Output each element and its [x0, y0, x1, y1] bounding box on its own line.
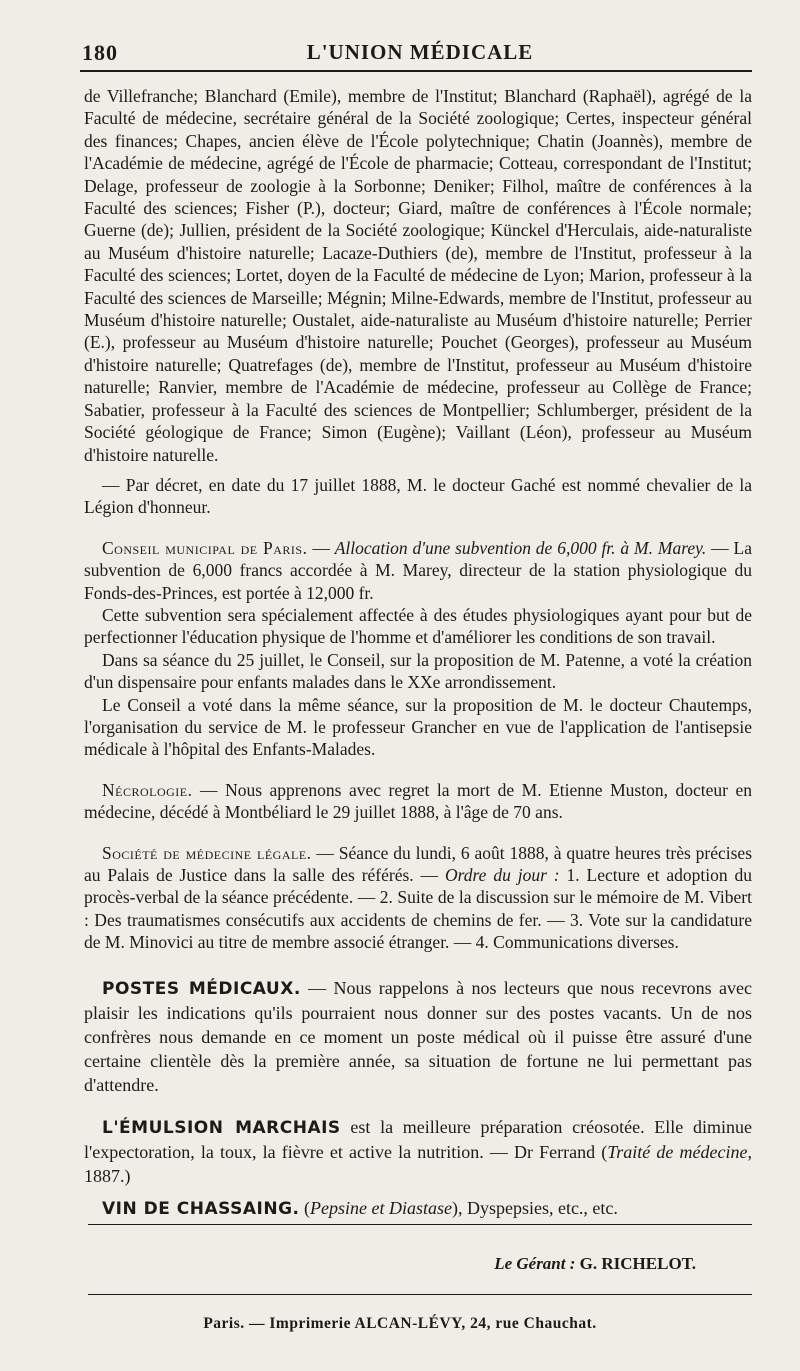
- vin-heading: VIN DE CHASSAING.: [102, 1198, 300, 1219]
- societe-text-1: — Séance du lundi, 6 août 1888, à quatre heures très précises au Palais de Justice dans la salle des référés. —: [84, 842, 753, 885]
- conseil-paragraph: [84, 537, 752, 604]
- emulsion-citation: Traité de médecine: [607, 1141, 748, 1162]
- emulsion-paragraph: [84, 1115, 752, 1188]
- vin-italic: Pepsine et Diastase: [309, 1197, 452, 1218]
- vin-open: (: [299, 1197, 310, 1218]
- running-title: L'UNION MÉDICALE: [306, 40, 534, 64]
- header-rule: [80, 70, 752, 72]
- closing-rule: [88, 1224, 752, 1225]
- footer-rule: [88, 1294, 752, 1295]
- necrologie-paragraph: [84, 779, 752, 824]
- conseil-heading: Conseil municipal de Paris.: [102, 537, 308, 558]
- societe-text-2: 1. Lecture et adoption du procès-verbal de la séance précédente. — 2. Suite de la discussion sur le mémoire de M. Vibert : Des traumatismes consécutifs aux accidents de chemins de fer. — 3. Vote sur la candidature de M. Minovici au titre de membre associé étranger. — 4. Communications diverses.: [84, 865, 752, 953]
- societe-ordre: Ordre du jour :: [444, 865, 560, 885]
- article-body: [84, 85, 752, 1221]
- printer-imprint: Paris. — Imprimerie ALCAN-LÉVY, 24, rue Chauchat.: [203, 1315, 597, 1332]
- postes-text: — Nous rappelons à nos lecteurs que nous recevrons avec plaisir les indications qu'ils pourraient nous donner sur des postes vacants. Un de nos confrères nous demande en ce moment un poste médical où il puisse être assuré d'une certaine clientèle dès la première année, sa situation de fortune ne lui permettant pas d'attendre.: [84, 977, 752, 1095]
- societe-heading: Société de médecine légale.: [102, 842, 312, 863]
- conseil-paragraph-3: Dans sa séance du 25 juillet, le Conseil, sur la proposition de M. Patenne, a voté la création d'un dispensaire pour enfants malades dans le XXe arrondissement.: [84, 649, 752, 693]
- vin-text: ), Dyspepsies, etc., etc.: [451, 1197, 618, 1218]
- emulsion-heading: L'ÉMULSION MARCHAIS: [102, 1117, 341, 1138]
- postes-paragraph: [84, 976, 752, 1097]
- members-paragraph: de Villefranche; Blanchard (Emile), membre de l'Institut; Blanchard (Raphaël), agrégé de la Faculté de médecine, secrétaire général de la Société zoologique; Certes, inspecteur général des finances; Chapes, ancien élève de l'École polytechnique; Chatin (Joannès), membre de l'Académie de médecine, agrégé de l'École de pharmacie; Cotteau, correspondant de l'Institut; Delage, professeur de zoologie à la Sorbonne; Deniker; Filhol, maître de conférences à la Faculté des sciences; Fisher (P.), docteur; Giard, maître de conférences à l'École normale; Guerne (de); Jullien, président de la Société zoologique; Künckel d'Herculais, aide-naturaliste au Muséum d'histoire naturelle; Lacaze-Duthiers (de), membre de l'Institut, professeur à la Faculté des sciences; Lortet, doyen de la Faculté de médecine de Lyon; Marion, professeur à la Faculté des sciences de Marseille; Mégnin; Milne-Edwards, membre de l'Institut, professeur au Muséum d'histoire naturelle; Oustalet, aide-naturaliste au Muséum d'histoire naturelle; Perrier (E.), professeur au Muséum d'histoire naturelle; Pouchet (Georges), professeur au Muséum d'histoire naturelle; Quatrefages (de), membre de l'Institut, professeur au Muséum d'histoire naturelle; Ranvier, membre de l'Académie de médecine, professeur au Collège de France; Sabatier, professeur à la Faculté des sciences de Montpellier; Schlumberger, président de la Société géologique de France; Simon (Eugène); Vaillant (Léon), professeur au Muséum d'histoire naturelle.: [84, 86, 752, 465]
- conseil-allocation: Allocation d'une subvention de 6,000 fr. à M. Marey.: [334, 537, 707, 558]
- necrologie-heading: Nécrologie.: [102, 779, 193, 800]
- conseil-text: — La subvention de 6,000 francs accordée à M. Marey, directeur de la station physiologique du Fonds-des-Princes, est portée à 12,000 fr.: [84, 537, 752, 603]
- necrologie-text: — Nous apprenons avec regret la mort de M. Etienne Muston, docteur en médecine, décédé à Montbéliard le 29 juillet 1888, à l'âge de 70 ans.: [84, 779, 752, 823]
- societe-paragraph: [84, 842, 752, 954]
- vin-paragraph: [84, 1196, 752, 1221]
- conseil-dash: —: [307, 537, 335, 558]
- postes-heading: POSTES MÉDICAUX.: [102, 978, 301, 999]
- conseil-paragraph-4: Le Conseil a voté dans la même séance, sur la proposition de M. le docteur Chautemps, l'organisation du service de M. le professeur Grancher en vue de l'application de l'antisepsie médicale à l'hôpital des Enfants-Malades.: [84, 694, 752, 760]
- page-number: 180: [82, 40, 118, 65]
- gerant-name: G. RICHELOT.: [575, 1254, 696, 1273]
- gerant-label: Le Gérant :: [494, 1254, 576, 1273]
- emulsion-text: est la meilleure préparation créosotée. Elle diminue l'expectoration, la toux, la fièvre et active la nutrition. — Dr Ferrand (: [84, 1116, 752, 1162]
- gerant-signature: [494, 1254, 696, 1274]
- conseil-paragraph-2: Cette subvention sera spécialement affectée à des études physiologiques ayant pour but de perfectionner l'éducation physique de l'homme et d'améliorer les conditions de son travail.: [84, 604, 752, 648]
- emulsion-end: , 1887.): [84, 1141, 752, 1186]
- page-header: [80, 34, 760, 64]
- decree-paragraph: — Par décret, en date du 17 juillet 1888, M. le docteur Gaché est nommé chevalier de la Légion d'honneur.: [84, 474, 752, 518]
